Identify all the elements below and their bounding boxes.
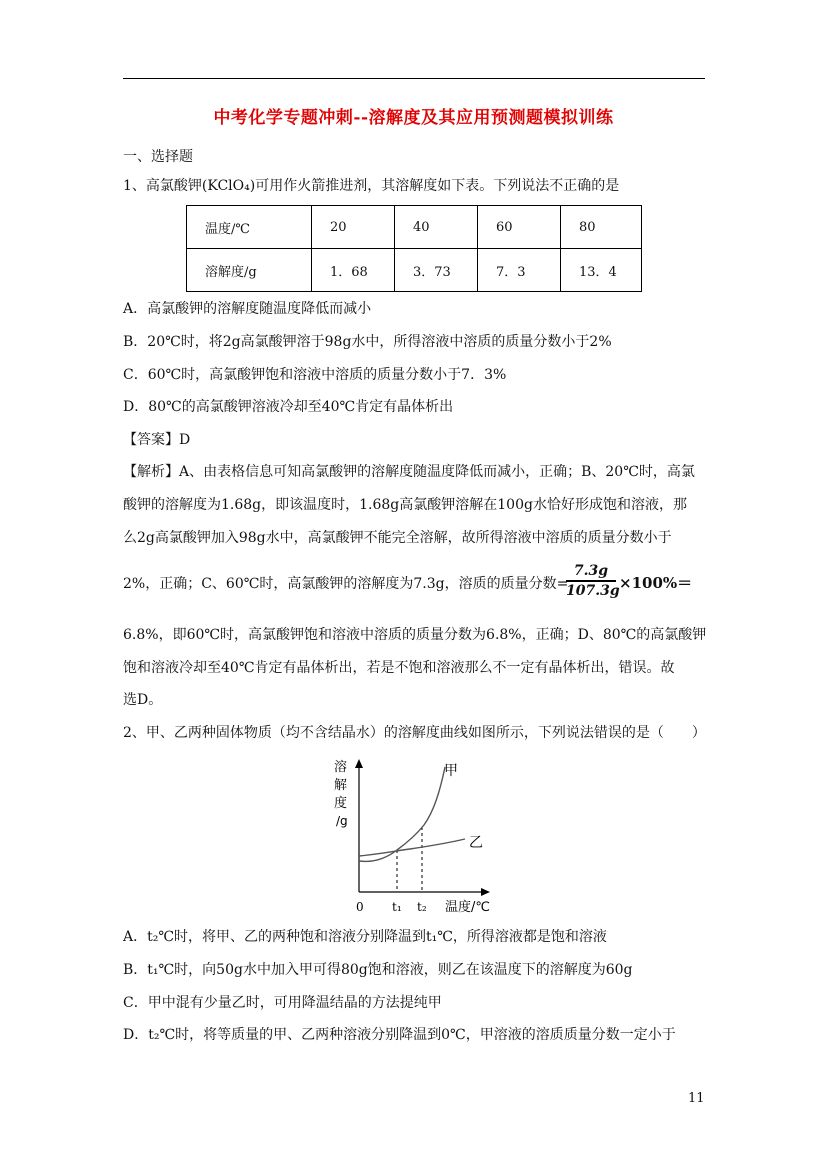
fraction-multiplier: ×100%＝ [619, 574, 693, 592]
answer-line: 【答案】D [123, 432, 191, 448]
solubility-curve-graph [330, 755, 500, 920]
section-heading: 一、选择题 [123, 149, 193, 165]
table-row [187, 249, 642, 292]
table-cell: 20 [312, 206, 395, 249]
fraction-numerator: 7.3g [566, 563, 616, 582]
option-d: D．t₂℃时，将等质量的甲、乙两种溶液分别降温到0℃，甲溶液的溶质质量分数一定小于 [123, 1027, 676, 1043]
analysis-line: 2%，正确；C、60℃时，高氯酸钾的溶解度为7.3g，溶质的质量分数= [123, 576, 569, 592]
table-row [187, 206, 642, 249]
y-axis-arrow-icon [355, 759, 363, 768]
question-2-stem: 2、甲、乙两种固体物质（均不含结晶水）的溶解度曲线如图所示，下列说法错误的是（ ） [123, 725, 706, 741]
option-c: C．60℃时，高氯酸钾饱和溶液中溶质的质量分数小于7．3% [123, 367, 507, 383]
table-cell: 3．73 [395, 249, 478, 292]
t2-label: t₂ [417, 900, 427, 914]
curve-jia [359, 767, 445, 861]
curve-jia-label: 甲 [444, 763, 458, 779]
page-title: 中考化学专题冲刺--溶解度及其应用预测题模拟训练 [213, 108, 614, 128]
table-cell: 溶解度/g [187, 249, 312, 292]
x-axis-arrow-icon [481, 888, 490, 896]
option-b: B．20℃时，将2g高氯酸钾溶于98g水中，所得溶液中溶质的质量分数小于2% [123, 334, 612, 350]
table-cell: 80 [561, 206, 642, 249]
y-label-char: 解 [334, 778, 348, 793]
table-cell: 1．68 [312, 249, 395, 292]
table-cell: 13．4 [561, 249, 642, 292]
analysis-line: 6.8%，即60℃时，高氯酸钾饱和溶液中溶质的质量分数为6.8%，正确；D、80℃的高氯酸钾 [123, 627, 707, 643]
option-c: C．甲中混有少量乙时，可用降温结晶的方法提纯甲 [123, 995, 442, 1011]
analysis-line: 酸钾的溶解度为1.68g，即该温度时，1.68g高氯酸钾溶解在100g水恰好形成饱和溶液，那 [123, 497, 687, 513]
mass-fraction-formula [566, 563, 620, 599]
analysis-line: 【解析】A、由表格信息可知高氯酸钾的溶解度随温度降低而减小，正确；B、20℃时，高氯 [123, 464, 695, 480]
fraction-denominator: 107.3g [566, 583, 620, 599]
analysis-line: 饱和溶液冷却至40℃肯定有晶体析出，若是不饱和溶液那么不一定有晶体析出，错误。故 [123, 660, 675, 676]
option-a: A．高氯酸钾的溶解度随温度降低而减小 [123, 301, 372, 317]
analysis-line: 么2g高氯酸钾加入98g水中，高氯酸钾不能完全溶解，故所得溶液中溶质的质量分数小于 [123, 530, 672, 546]
y-label-char: 度 [334, 796, 348, 811]
y-label-char: 溶 [334, 760, 348, 775]
x-axis-label: 温度/℃ [445, 900, 490, 915]
option-a: A．t₂℃时，将甲、乙的两种饱和溶液分别降温到t₁℃，所得溶液都是饱和溶液 [123, 929, 607, 945]
table-cell: 7．3 [478, 249, 561, 292]
header-rule [123, 78, 705, 79]
analysis-line: 选D。 [123, 692, 163, 708]
question-1-stem: 1、高氯酸钾(KClO₄)可用作火箭推进剂，其溶解度如下表。下列说法不正确的是 [123, 178, 620, 194]
table-cell: 温度/℃ [187, 206, 312, 249]
solubility-table [186, 205, 642, 292]
origin-label: 0 [356, 900, 364, 914]
y-label-char: /g [336, 814, 348, 828]
page-number: 11 [688, 1091, 705, 1106]
curve-yi-label: 乙 [469, 835, 483, 851]
t1-label: t₁ [392, 900, 402, 914]
table-cell: 60 [478, 206, 561, 249]
option-d: D．80℃的高氯酸钾溶液冷却至40℃肯定有晶体析出 [123, 399, 454, 415]
table-cell: 40 [395, 206, 478, 249]
option-b: B．t₁℃时，向50g水中加入甲可得80g饱和溶液，则乙在该温度下的溶解度为60g [123, 962, 633, 978]
curve-yi [359, 839, 465, 856]
